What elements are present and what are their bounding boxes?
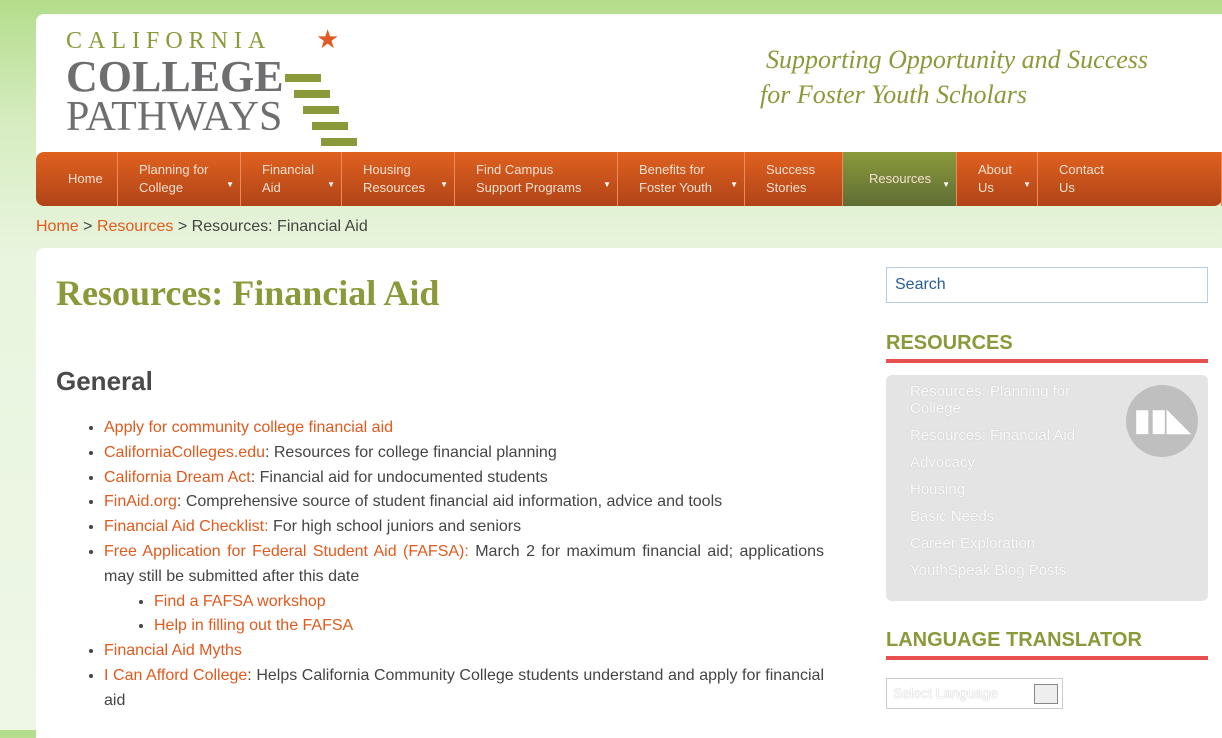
- nav-item-planning-for[interactable]: Planning for College ▼: [118, 152, 241, 206]
- nav-item-success[interactable]: Success Stories: [745, 152, 843, 206]
- resource-link[interactable]: California Dream Act: [104, 468, 251, 486]
- nav-item-benefits-for[interactable]: Benefits for Foster Youth ▼: [618, 152, 745, 206]
- resource-link[interactable]: Help in filling out the FAFSA: [154, 617, 354, 635]
- list-item: [154, 590, 824, 615]
- list-item: [104, 416, 824, 441]
- resource-link[interactable]: Apply for community college financial aid: [104, 419, 394, 436]
- nav-item-about[interactable]: About Us ▼: [957, 152, 1038, 206]
- resource-link[interactable]: Find a FAFSA workshop: [154, 592, 326, 610]
- breadcrumb: Home > Resources > Resources: Financial Aid: [36, 218, 368, 235]
- dropdown-arrow-icon: ▼: [603, 180, 611, 189]
- dropdown-button[interactable]: [1034, 684, 1058, 704]
- list-item: [104, 639, 824, 664]
- sidebar-resource-link[interactable]: Housing: [910, 481, 966, 498]
- dropdown-arrow-icon: ▼: [1023, 180, 1031, 189]
- breadcrumb-resources[interactable]: Resources: [96, 218, 174, 235]
- sidebar-resource-link[interactable]: Career Exploration: [910, 535, 1036, 552]
- nav-item-housing[interactable]: Housing Resources ▼: [342, 152, 455, 206]
- star-icon: ★: [316, 24, 340, 54]
- tagline: Supporting Opportunity and Success for Foster Youth Scholars: [760, 45, 1149, 109]
- site-logo[interactable]: CALIFORNIA ★ COLLEGE PATHWAYS: [66, 28, 284, 137]
- resource-link[interactable]: Free Application for Federal Student Aid (FAFSA):: [104, 542, 469, 560]
- sidebar-resource-link[interactable]: YouthSpeak Blog Posts: [910, 562, 1067, 579]
- list-item: [154, 614, 824, 639]
- sidebar-resource-link[interactable]: Resources: Financial Aid: [910, 427, 1076, 444]
- nav-item-financial[interactable]: Financial Aid ▼: [241, 152, 342, 206]
- resources-heading: RESOURCES: [886, 332, 1208, 363]
- list-item: • Financial Aid Checklist: For high school juniors and seniors: [104, 515, 824, 540]
- resource-link[interactable]: I Can Afford College: [104, 666, 248, 684]
- main-content: [36, 248, 1222, 738]
- language-select[interactable]: Select Language: [886, 678, 1063, 709]
- nav-item-home[interactable]: Home: [36, 152, 118, 206]
- dropdown-arrow-icon: ▼: [942, 180, 950, 189]
- site-header: [36, 14, 1222, 164]
- nav-item-resources[interactable]: Resources ▼: [843, 152, 957, 206]
- sidebar-resource-link[interactable]: Resources: Planning for College: [910, 383, 1071, 417]
- books-icon: ▮▮◣: [1126, 385, 1198, 457]
- breadcrumb-current: Resources: Financial Aid: [191, 218, 368, 235]
- resources-menu: [886, 375, 1208, 601]
- resource-link[interactable]: CaliforniaColleges.edu: [104, 443, 265, 461]
- resource-list: [104, 416, 824, 714]
- search-input[interactable]: Search: [886, 267, 1208, 303]
- nav-item-contact[interactable]: Contact Us: [1038, 152, 1222, 206]
- resource-link[interactable]: FinAid.org: [104, 493, 177, 511]
- dropdown-arrow-icon: ▼: [730, 180, 738, 189]
- page-title: Resources: Financial Aid: [56, 273, 440, 313]
- language-heading: LANGUAGE TRANSLATOR: [886, 629, 1208, 660]
- resource-link[interactable]: Financial Aid Checklist:: [104, 518, 269, 536]
- list-item: • CaliforniaColleges.edu: Resources for college financial planning: [104, 441, 824, 466]
- dropdown-arrow-icon: ▼: [327, 180, 335, 189]
- list-item: • FinAid.org: Comprehensive source of student financial aid information, advice and tools: [104, 490, 824, 515]
- sidebar-resource-link[interactable]: Basic Needs: [910, 508, 995, 525]
- section-heading: General: [56, 366, 153, 396]
- dropdown-arrow-icon: ▼: [440, 180, 448, 189]
- sidebar-resource-link[interactable]: Advocacy: [910, 454, 976, 471]
- main-nav: [36, 152, 1222, 206]
- list-item: • California Dream Act: Financial aid for undocumented students: [104, 466, 824, 491]
- dropdown-arrow-icon: ▼: [226, 180, 234, 189]
- list-item: • Free Application for Federal Student Aid (FAFSA): March 2 for maximum financial aid; applications may still be submitted after this date • Find a FAFSA workshop • Help in filling out the FAFSA: [104, 540, 824, 639]
- nav-item-find-campus[interactable]: Find Campus Support Programs ▼: [455, 152, 618, 206]
- breadcrumb-home[interactable]: Home: [36, 218, 79, 235]
- list-item: • I Can Afford College: Helps California Community College students understand and apply for financial aid: [104, 664, 824, 714]
- resource-link[interactable]: Financial Aid Myths: [104, 642, 242, 660]
